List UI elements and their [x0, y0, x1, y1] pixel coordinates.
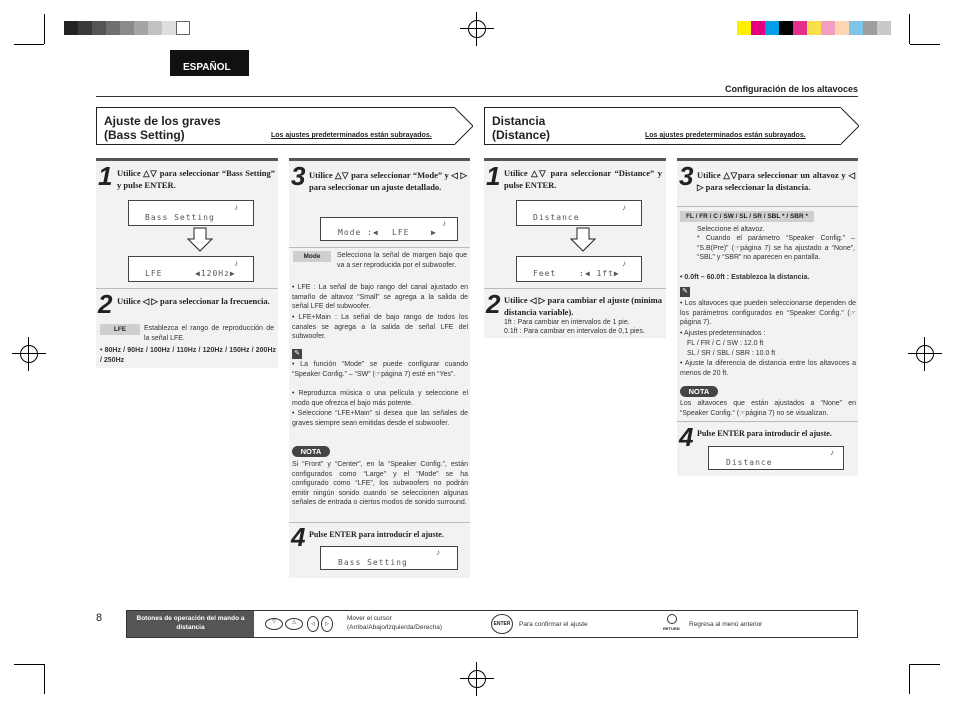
crop-mark: [14, 664, 44, 665]
step-instruction: Pulse ENTER para introducir el ajuste.: [697, 429, 832, 438]
step-number: 1: [486, 161, 501, 191]
step-instruction: Utilice ◁ ▷ para seleccionar la frecuencia.: [117, 296, 270, 306]
header-rule: [96, 96, 858, 97]
color-swatch: [877, 21, 891, 35]
remote-buttons-legend: [126, 610, 858, 638]
return-button-icon: RETURN: [663, 614, 681, 634]
mode-description: Selecciona la señal de margen bajo que va a ser reproducida por el subwoofer.: [337, 252, 467, 269]
registration-mark: [464, 16, 490, 42]
down-arrow-icon: [570, 227, 596, 253]
color-swatch: [849, 21, 863, 35]
nota-text: Si “Front” y “Center”, en la “Speaker Config.”, están configurados como “Large” y el “Mode” se ha configurado como “LFE”, los subwoofers no podrán emitir ningún sonido cuando se seleccionen algunas señales de entrada o ciertos modos de sonido surround.: [292, 461, 468, 507]
separator: [484, 288, 666, 289]
section-header-title: Distancia (Distance): [492, 114, 551, 142]
cursor-buttons-icon: ▽ △ ◁ ▷: [265, 616, 335, 632]
color-swatch: [751, 21, 765, 35]
color-swatch: [92, 21, 106, 35]
lfe-option: • LFE : La señal de bajo rango del canal ajustado en tamaño de altavoz “Small” se agrega a la salida de señal LFE del subwoofer.: [292, 284, 468, 311]
pencil-icon: ✎: [680, 287, 690, 297]
lfe-main-option: • LFE+Main : La señal de bajo rango de todos los canales se agrega a la salida de señal LFE del subwoofer.: [292, 314, 468, 341]
lcd-display: Distance ♪: [708, 446, 844, 470]
note-speakers: • Los altavoces que pueden seleccionarse dependen de los parámetros configurados en “Speaker Config.” (☞página 7).: [680, 300, 856, 327]
step-number: 4: [291, 522, 306, 552]
step-number: 2: [98, 289, 113, 319]
color-swatch: [807, 21, 821, 35]
color-swatch: [148, 21, 162, 35]
page-number: 8: [96, 612, 103, 624]
nota-badge: NOTA: [680, 386, 718, 397]
step-instruction: Utilice △▽ para seleccionar “Mode” y ◁ ▷ para seleccionar un ajuste detallado.: [309, 170, 467, 192]
step-instruction: Utilice ◁ ▷ para cambiar el ajuste (mínima distancia variable).: [504, 295, 662, 317]
color-swatch: [78, 21, 92, 35]
header-arrow-shape: [840, 107, 859, 145]
step-number: 2: [486, 289, 501, 319]
defaults-note: Los ajustes predeterminados están subrayados.: [271, 132, 432, 139]
color-swatch: [737, 21, 751, 35]
mode-tag: Mode: [293, 251, 331, 262]
note-defaults: • Ajustes predeterminados :: [680, 330, 766, 337]
note-lfe-main: • Seleccione “LFE+Main” si desea que las señales de graves siempre sean emitidas desde el subwoofer.: [292, 410, 468, 427]
color-swatch: [821, 21, 835, 35]
crop-mark: [910, 664, 940, 665]
registration-mark: [464, 666, 490, 692]
lcd-display: Bass Setting ♪: [320, 546, 458, 570]
registration-mark: [912, 341, 938, 367]
color-swatch: [863, 21, 877, 35]
color-swatch: [765, 21, 779, 35]
bass-setting-header: [96, 107, 454, 145]
crop-mark: [44, 664, 45, 694]
color-swatch: [176, 21, 190, 35]
separator: [677, 206, 858, 207]
nota-text: Los altavoces que están ajustados a “None” en “Speaker Config.” (☞página 7) no se visualizan.: [680, 400, 856, 417]
lcd-display: Distance ♪: [516, 200, 642, 226]
distance-steps-1-2-panel: [484, 158, 666, 338]
bass-steps-1-2-panel: [96, 158, 278, 368]
cursor-buttons-text: Mover el cursor (Arriba/Abajo/Izquierda/Derecha): [347, 615, 443, 631]
lcd-display: Bass Setting ♪: [128, 200, 254, 226]
default-front: FL / FR / C / SW : 12.0 ft: [687, 340, 764, 347]
language-tab: ESPAÑOL: [170, 50, 249, 76]
color-swatch: [106, 21, 120, 35]
step-instruction: Utilice △▽para seleccionar un altavoz y ◁ ▷ para seleccionar la distancia.: [697, 170, 855, 192]
color-swatch: [835, 21, 849, 35]
step-instruction: Utilice △▽ para seleccionar “Distance” y pulse ENTER.: [504, 168, 662, 190]
color-swatch: [120, 21, 134, 35]
crop-mark: [44, 14, 45, 44]
registration-mark: [16, 341, 42, 367]
distance-steps-3-4-panel: [677, 158, 858, 476]
pencil-icon: ✎: [292, 349, 302, 359]
channel-footnote: * Cuando el parámetro “Speaker Config.” – “S.B(Pre)” (☞página 7) se ha ajustado a “None”, “SBL” y “SBR” no aparecen en pantalla.: [697, 235, 855, 262]
step-instruction: Pulse ENTER para introducir el ajuste.: [309, 530, 444, 539]
step-number: 4: [679, 422, 694, 452]
crop-mark: [909, 664, 910, 694]
crop-mark: [910, 44, 940, 45]
step-number: 1: [98, 161, 113, 191]
return-button-text: Regresa al menú anterior: [689, 621, 763, 628]
lfe-tag: LFE: [100, 324, 140, 335]
option-1ft: 1ft : Para cambiar en intervalos de 1 pie.: [504, 319, 630, 326]
frequency-list: • 80Hz / 90Hz / 100Hz / 110Hz / 120Hz / 150Hz / 200Hz / 250Hz: [100, 347, 276, 364]
color-swatch: [64, 21, 78, 35]
separator: [677, 421, 858, 422]
note-playback: • Reproduzca música o una película y seleccione el modo que ofrezca el bajo más potente.: [292, 390, 468, 407]
step-number: 3: [291, 161, 306, 191]
option-01ft: 0.1ft : Para cambiar en intervalos de 0,1 pies.: [504, 328, 645, 335]
distance-header: [484, 107, 840, 145]
distance-range: • 0.0ft – 60.0ft : Establezca la distancia.: [680, 274, 810, 281]
channel-description: Seleccione el altavoz.: [697, 226, 765, 233]
step-number: 3: [679, 161, 694, 191]
color-swatch: [134, 21, 148, 35]
lfe-description: Establezca el rango de reproducción de la señal LFE.: [144, 325, 274, 342]
section-header-title: Ajuste de los graves (Bass Setting): [104, 114, 221, 142]
legend-label: Botones de operación del mando a distancia: [127, 611, 254, 637]
enter-button-icon: ENTER: [491, 614, 513, 634]
default-surround: SL / SR / SBL / SBR : 10.0 ft: [687, 350, 776, 357]
color-swatch: [162, 21, 176, 35]
nota-badge: NOTA: [292, 446, 330, 457]
separator: [96, 288, 278, 289]
separator: [289, 522, 470, 523]
color-swatch: [793, 21, 807, 35]
separator: [289, 247, 470, 248]
bass-steps-3-4-panel: [289, 158, 470, 578]
step-instruction: Utilice △▽ para seleccionar “Bass Setting” y pulse ENTER.: [117, 168, 275, 190]
crop-mark: [14, 44, 44, 45]
enter-button-text: Para confirmar el ajuste: [519, 621, 588, 628]
section-title: Configuración de los altavoces: [724, 84, 858, 94]
lcd-display: Mode :◀ LFE ▶ ♪: [320, 217, 458, 241]
down-arrow-icon: [187, 227, 213, 253]
defaults-note: Los ajustes predeterminados están subrayados.: [645, 132, 806, 139]
header-arrow-shape: [454, 107, 473, 145]
note-mode: • La función “Mode” se puede configurar cuando “Speaker Config.” – “SW” (☞página 7) esté en “Yes”.: [292, 361, 468, 378]
note-difference: • Ajuste la diferencia de distancia entre los altavoces a menos de 20 ft.: [680, 360, 856, 377]
channel-tag: FL / FR / C / SW / SL / SR / SBL * / SBR *: [680, 211, 814, 222]
lcd-display: LFE ◀120Hz▶ ♪: [128, 256, 254, 282]
crop-mark: [909, 14, 910, 44]
lcd-display: Feet :◀ 1ft▶ ♪: [516, 256, 642, 282]
color-swatch: [779, 21, 793, 35]
